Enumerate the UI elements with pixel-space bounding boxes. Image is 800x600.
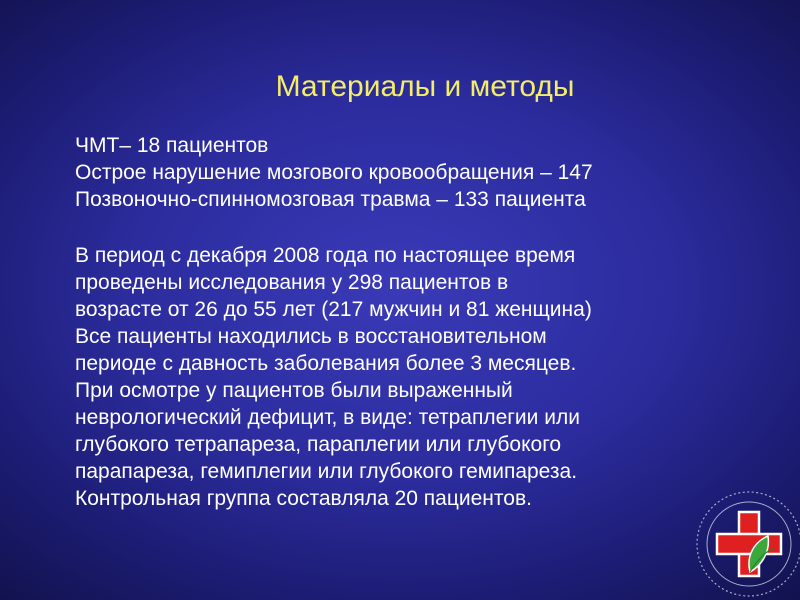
hospital-logo [694,482,800,600]
description-block [75,242,775,512]
stats-line-stroke: Острое нарушение мозгового кровообращения – 147 [75,161,593,184]
description-line: При осмотре у пациентов были выраженный [75,379,513,402]
description-line: В период с декабря 2008 года по настоящее время [75,244,576,267]
description-line: Все пациенты находились в восстановительном [75,325,547,348]
description-line: проведены исследования у 298 пациентов в [75,271,509,294]
description-line: периоде с давность заболевания более 3 месяцев. [75,352,577,375]
stats-line-spinal: Позвоночно-спинномозговая травма – 133 пациента [75,188,586,211]
description-line: парапареза, гемиплегии или глубокого гемипареза. [75,460,578,483]
description-line: глубокого тетрапареза, параплегии или глубокого [75,433,562,456]
description-line: Контрольная группа составляла 20 пациентов. [75,487,532,510]
hospital-cross-logo-icon [694,482,800,600]
description-line: неврологический дефицит, в виде: тетраплегии или [75,406,580,429]
stats-line-tbi: ЧМТ– 18 пациентов [75,134,269,157]
slide-title: Материалы и методы [275,70,575,103]
description-line: возрасте от 26 до 55 лет (217 мужчин и 81 женщина) [75,298,592,321]
stats-block [75,132,775,213]
